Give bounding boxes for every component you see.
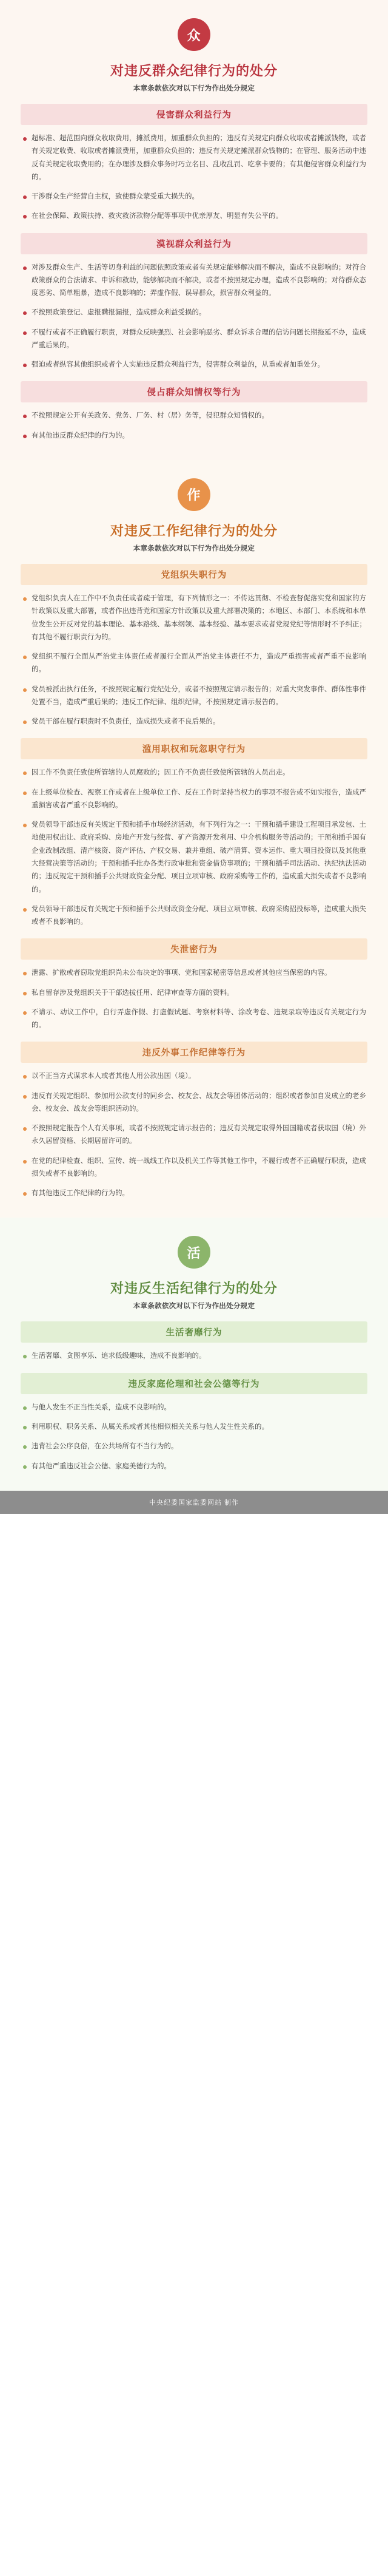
list-item: 在社会保障、政策扶持、救灾救济款物分配等事项中优亲厚友、明显有失公平的。 [22,210,366,223]
list-item: 有其他严重违反社会公德、家庭美德行为的。 [22,1460,366,1473]
list-item: 以不正当方式谋求本人或者其他人用公款出国（境）。 [22,1070,366,1083]
group-item-list [21,410,367,442]
group-item-list [21,1350,367,1363]
group-band: 党组织失职行为 [21,564,367,585]
section-subtitle: 本章条款依次对以下行为作出处分规定 [133,85,255,92]
section-badge-wrap [21,0,367,56]
work-badge-icon: 作 [178,478,210,511]
group-band: 侵占群众知情权等行为 [21,381,367,402]
section-subtitle: 本章条款依次对以下行为作出处分规定 [133,1303,255,1310]
group-item-list [21,592,367,728]
life-badge-icon: 活 [178,1236,210,1269]
list-item: 干涉群众生产经营自主权，致使群众蒙受重大损失的。 [22,191,366,203]
list-item: 党员领导干部违反有关规定干预和插手公共财政资金分配、项目立项审核、政府采购招投标等，造成重大损失或者不良影响的。 [22,903,366,929]
list-item: 有其他违反工作纪律的行为的。 [22,1187,366,1200]
group-band: 失泄密行为 [21,938,367,960]
list-item: 党员领导干部违反有关规定干预和插手市场经济活动，有下列行为之一：干预和插手建设工程项目承发包、土地使用权出让、政府采购、房地产开发与经营、矿产资源开发利用、中介机构服务等活动的；干预和插手国有企业改制改组、清产核资、资产评估、产权交易、兼并重组、破产清算、资本运作、重大项目投资以及其他重大经营决策等活动的；干预和插手批办各类行政审批和资金借贷事项的；干预和插手司法活动、执纪执法活动的；违反规定干预和插手公共财政资金分配、项目立项审核、政府采购等工作的，造成重大损失或者不良影响的。 [22,819,366,897]
list-item: 违背社会公序良俗，在公共场所有不当行为的。 [22,1440,366,1453]
group-item-list [21,262,367,372]
list-item: 泄露、扩散或者窃取党组织尚未公布决定的事项、党和国家秘密等信息或者其他应当保密的内容。 [22,967,366,980]
list-item: 私自留存涉及党组织关于干部选拔任用、纪律审查等方面的资料。 [22,987,366,1000]
group-band: 漠视群众利益行为 [21,233,367,254]
group-item-list [21,967,367,1032]
list-item: 利用职权、职务关系、从属关系或者其他相似相关关系与他人发生性关系的。 [22,1421,366,1434]
list-item: 党组织不履行全面从严治党主体责任或者履行全面从严治党主体责任不力，造成严重损害或者严重不良影响的。 [22,651,366,677]
section-work-discipline [0,460,388,1218]
masses-badge-icon: 众 [178,18,210,51]
section-badge-wrap [21,1218,367,1273]
group-item-list [21,1070,367,1200]
section-subtitle: 本章条款依次对以下行为作出处分规定 [133,544,255,552]
list-item: 对涉及群众生产、生活等切身利益的问题依照政策或者有关规定能够解决而不解决，造成不良影响的；对符合政策群众的合法请求、申诉和救助，能够解决而不解决，或者不按照规定办理，造成不良影响的；对待群众态度恶劣、简单粗暴，造成不良影响的；弄虚作假、误导群众，损害群众利益的。 [22,262,366,300]
list-item: 不按照规定公开有关政务、党务、厂务、村（居）务等，侵犯群众知情权的。 [22,410,366,422]
list-item: 有其他违反群众纪律的行为的。 [22,430,366,442]
group-band: 违反外事工作纪律等行为 [21,1042,367,1063]
group-band: 侵害群众利益行为 [21,104,367,125]
list-item: 因工作不负责任致使所管辖的人员腐败的；因工作不负责任致使所管辖的人员出走。 [22,767,366,779]
list-item: 不按照规定报告个人有关事项，或者不按照规定请示报告的；违反有关规定取得外国国籍或者获取国（境）外永久居留资格、长期居留许可的。 [22,1122,366,1148]
list-item: 党组织负责人在工作中不负责任或者疏于管理，有下列情形之一：不传达贯彻、不检查督促落实党和国家的方针政策以及重大部署，或者作出违背党和国家方针政策以及重大部署决策的；本地区、本部门、本系统和本单位发生公开反对党的基本理论、基本路线、基本纲领、基本经验、基本要求或者党规党纪等情形时不予纠正；有其他不履行职责行为的。 [22,592,366,644]
list-item: 违反有关规定组织、参加用公款支付的同乡会、校友会、战友会等团体活动的；组织或者参加自发成立的老乡会、校友会、战友会等组织活动的。 [22,1090,366,1116]
list-item: 党员被派出执行任务，不按照规定履行党纪处分，或者不按照规定请示报告的；对重大突发事件、群体性事件处置不当，造成严重后果的；违反工作纪律、组织纪律，不按照规定请示报告的。 [22,683,366,710]
section-badge-wrap [21,460,367,516]
list-item: 不按照政策登记、虚报瞒报漏报，造成群众利益受损的。 [22,307,366,319]
group-band: 生活奢靡行为 [21,1321,367,1343]
list-item: 在党的纪律检查、组织、宣传、统一战线工作以及机关工作等其他工作中，不履行或者不正确履行职责，造成损失或者不良影响的。 [22,1155,366,1181]
list-item: 强迫或者纵容其他组织或者个人实施违反群众利益行为，侵害群众利益的，从重或者加重处分。 [22,359,366,371]
section-life-discipline [0,1218,388,1490]
section-title: 对违反工作纪律行为的处分 [110,523,278,538]
list-item: 党员干部在履行职责时不负责任，造成损失或者不良后果的。 [22,716,366,728]
section-masses-discipline [0,0,388,460]
list-item: 不履行或者不正确履行职责，对群众反映强烈、社会影响恶劣、群众诉求合理的信访问题长期拖延不办，造成严重后果的。 [22,327,366,353]
group-item-list [21,132,367,223]
group-band: 滥用职权和玩忽职守行为 [21,738,367,759]
list-item: 与他人发生不正当性关系，造成不良影响的。 [22,1402,366,1414]
section-title: 对违反生活纪律行为的处分 [110,1281,278,1296]
group-item-list [21,1402,367,1473]
group-item-list [21,767,367,929]
section-title: 对违反群众纪律行为的处分 [110,63,278,78]
group-band: 违反家庭伦理和社会公德等行为 [21,1373,367,1394]
list-item: 在上级单位检查、视察工作或者在上级单位工作、反在工作时坚持当权力的事项不报告或不如实报告，造成严重损害或者严重不良影响的。 [22,787,366,813]
list-item: 不请示、动议工作中，自行弄虚作假、打虚假试题、考察材料等、涂改考卷、违规录取等违反有关规定行为的。 [22,1006,366,1032]
footer-credit: 中央纪委国家监委网站 制作 [0,1491,388,1514]
list-item: 生活奢靡、贪图享乐、追求低级趣味，造成不良影响的。 [22,1350,366,1363]
list-item: 超标准、超范围向群众收取费用，摊派费用，加重群众负担的；违反有关规定向群众收取或者摊派钱物，或者有关规定收费、收取或者摊派费用，加重群众负担的；违反有关规定摊派群众钱物的；在管理、服务活动中违反有关规定收取费用的；在办理涉及群众事务时巧立名目、乱收乱罚、吃拿卡要的；有其他侵害群众利益行为的。 [22,132,366,184]
